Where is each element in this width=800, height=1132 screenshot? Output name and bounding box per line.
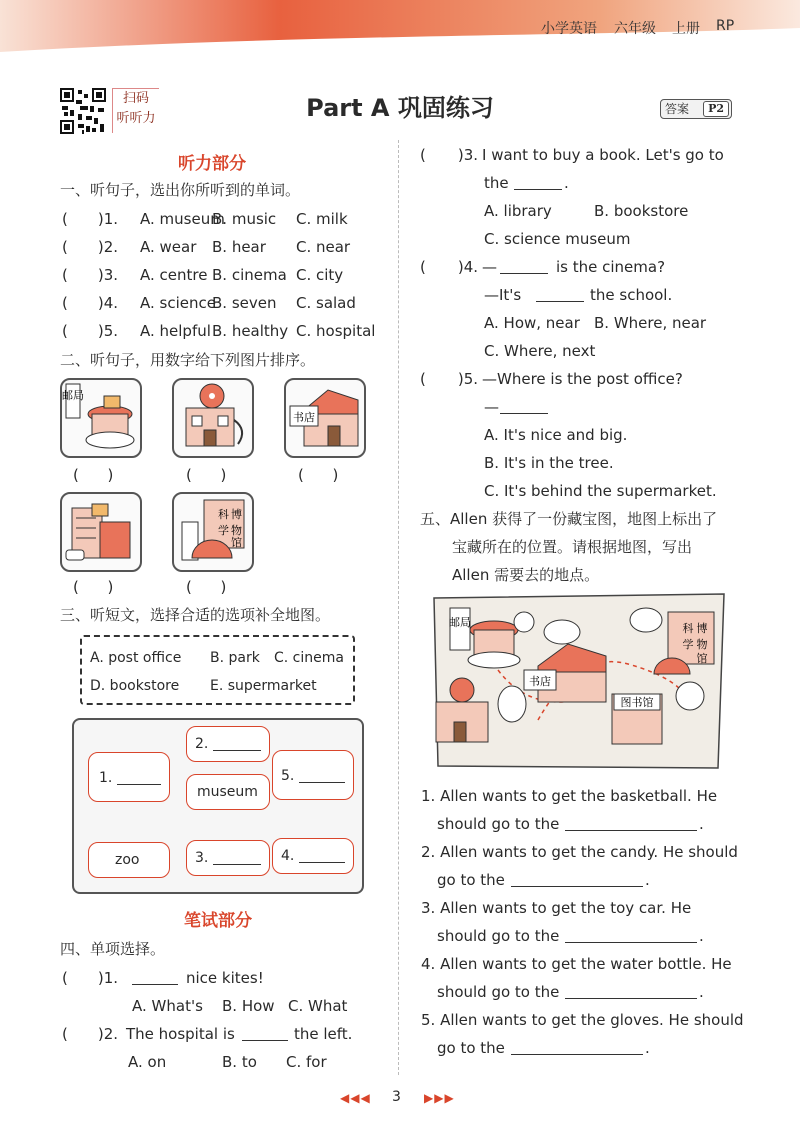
option-e: E. supermarket xyxy=(210,678,317,694)
svg-text:图书馆: 图书馆 xyxy=(620,696,654,709)
map-slot-5[interactable]: 5. xyxy=(272,750,354,800)
list-item: ( )5. A. helpful B. healthy C. hospital xyxy=(62,322,376,340)
list-item: ( )2. A. wear B. hear C. near xyxy=(62,238,351,256)
cinema-picture xyxy=(172,378,254,458)
supermarket-picture xyxy=(60,492,142,572)
list-item: C. Where, next xyxy=(484,342,596,360)
map-slot-2[interactable]: 2. xyxy=(186,726,270,762)
svg-text:物: 物 xyxy=(231,524,242,537)
svg-text:馆: 馆 xyxy=(696,652,708,665)
q5-line: should go to the . xyxy=(437,983,704,1001)
answer-blank[interactable] xyxy=(565,983,697,999)
header-term: 上册 xyxy=(672,21,700,37)
svg-text:邮局: 邮局 xyxy=(449,616,471,629)
list-item: A. How, near B. Where, near xyxy=(484,314,707,332)
listening-heading: 听力部分 xyxy=(178,154,246,174)
q1-instruction: 一、听句子，选出你所听到的单词。 xyxy=(60,181,301,199)
header-subject: 小学英语 xyxy=(541,21,597,37)
answer-paren[interactable]: ( ) xyxy=(186,578,227,596)
option-a: A. post office xyxy=(90,650,182,666)
option-b: B. park xyxy=(210,650,260,666)
prev-page-arrows-icon[interactable]: ◀◀◀ xyxy=(340,1091,371,1105)
answer-blank[interactable] xyxy=(565,927,697,943)
q5-instruction-2: 宝藏所在的位置。请根据地图，写出 xyxy=(452,538,693,556)
header-grade: 六年级 xyxy=(614,21,656,37)
answer-blank[interactable] xyxy=(242,1025,288,1041)
scan-line-2: 听听力 xyxy=(116,111,156,126)
answer-paren[interactable]: ( ) xyxy=(298,466,339,484)
q5-line: 4. Allen wants to get the water bottle. He xyxy=(421,955,732,973)
treasure-map xyxy=(428,590,730,774)
answer-blank[interactable] xyxy=(514,174,562,190)
supermarket-icon xyxy=(62,494,140,570)
map-slot-4[interactable]: 4. xyxy=(272,838,354,874)
list-item: ( )4. — is the cinema? xyxy=(420,258,666,276)
list-item: —It's the school. xyxy=(484,286,673,304)
science-museum-icon xyxy=(174,494,252,570)
list-item: the . xyxy=(484,174,569,192)
q3-map xyxy=(72,718,364,894)
answer-badge[interactable] xyxy=(660,99,732,119)
option-c: C. cinema xyxy=(274,650,344,666)
list-item: — xyxy=(484,398,499,416)
answer-paren[interactable]: ( ) xyxy=(73,578,114,596)
map-slot-1[interactable]: 1. xyxy=(88,752,170,802)
list-item: ( )1. A. museum B. music C. milk xyxy=(62,210,348,228)
page-number: 3 xyxy=(392,1089,401,1105)
answer-paren[interactable]: ( ) xyxy=(73,466,114,484)
answer-blank[interactable] xyxy=(511,871,643,887)
q5-line: 3. Allen wants to get the toy car. He xyxy=(421,899,692,917)
bookstore-sign: 书店 xyxy=(293,411,315,424)
list-item: B. It's in the tree. xyxy=(484,454,614,472)
map-museum: museum xyxy=(186,774,270,810)
list-item: C. science museum xyxy=(484,230,631,248)
q5-line: go to the . xyxy=(437,871,650,889)
svg-text:物: 物 xyxy=(696,638,708,651)
list-item: ( )2. The hospital is the left. xyxy=(62,1025,353,1043)
q5-line: 2. Allen wants to get the candy. He should xyxy=(421,843,738,861)
q2-instruction: 二、听句子，用数字给下列图片排序。 xyxy=(60,351,316,369)
post-office-icon xyxy=(62,380,140,456)
q5-line: 1. Allen wants to get the basketball. He xyxy=(421,787,718,805)
post-office-sign: 邮局 xyxy=(62,389,84,402)
list-item: A. library B. bookstore xyxy=(484,202,689,220)
post-office-picture xyxy=(60,378,142,458)
list-item: ( )5. —Where is the post office? xyxy=(420,370,683,388)
list-item: A. What's B. How C. What xyxy=(132,997,348,1015)
list-item: ( )1. nice kites! xyxy=(62,969,264,987)
q5-line: should go to the . xyxy=(437,927,704,945)
option-d: D. bookstore xyxy=(90,678,180,694)
map-slot-3[interactable]: 3. xyxy=(186,840,270,876)
answer-page: P2 xyxy=(703,101,729,117)
answer-blank[interactable] xyxy=(536,286,584,302)
svg-text:学: 学 xyxy=(682,638,694,651)
page-title: Part A 巩固练习 xyxy=(306,94,494,122)
science-museum-picture xyxy=(172,492,254,572)
svg-text:科: 科 xyxy=(218,508,229,521)
list-item: ( )3. A. centre B. cinema C. city xyxy=(62,266,344,284)
written-heading: 笔试部分 xyxy=(184,911,252,931)
svg-text:书店: 书店 xyxy=(529,675,551,688)
answer-paren[interactable]: ( ) xyxy=(186,466,227,484)
q5-line: go to the . xyxy=(437,1039,650,1057)
answer-blank[interactable] xyxy=(511,1039,643,1055)
answer-blank[interactable] xyxy=(500,258,548,274)
answer-blank[interactable] xyxy=(132,969,178,985)
cinema-icon xyxy=(174,380,252,456)
answer-blank[interactable] xyxy=(565,815,697,831)
map-zoo: zoo xyxy=(88,842,170,878)
svg-text:学: 学 xyxy=(218,524,229,537)
answer-blank[interactable] xyxy=(500,398,548,414)
q5-line: should go to the . xyxy=(437,815,704,833)
q4-instruction: 四、单项选择。 xyxy=(60,940,166,958)
bookstore-icon xyxy=(286,380,364,456)
column-divider xyxy=(398,140,399,1075)
svg-text:科: 科 xyxy=(682,622,694,635)
svg-text:馆: 馆 xyxy=(231,536,242,549)
q3-option-box xyxy=(80,635,355,705)
svg-text:博: 博 xyxy=(231,508,242,521)
q5-instruction-1: 五、Allen 获得了一份藏宝图，地图上标出了 xyxy=(420,510,718,528)
scan-line-1: 扫码 xyxy=(122,91,149,106)
next-page-arrows-icon[interactable]: ▶▶▶ xyxy=(424,1091,455,1105)
q3-instruction: 三、听短文，选择合适的选项补全地图。 xyxy=(60,606,331,624)
list-item: A. on B. to C. for xyxy=(128,1053,327,1071)
list-item: ( )3. I want to buy a book. Let's go to xyxy=(420,146,724,164)
header-edition: RP xyxy=(716,18,735,34)
q5-line: 5. Allen wants to get the gloves. He should xyxy=(421,1011,744,1029)
svg-text:博: 博 xyxy=(696,622,708,635)
list-item: A. It's nice and big. xyxy=(484,426,628,444)
answer-label: 答案 xyxy=(665,102,690,116)
bookstore-picture xyxy=(284,378,366,458)
q5-instruction-3: Allen 需要去的地点。 xyxy=(452,566,600,584)
list-item: C. It's behind the supermarket. xyxy=(484,482,717,500)
list-item: ( )4. A. science B. seven C. salad xyxy=(62,294,356,312)
